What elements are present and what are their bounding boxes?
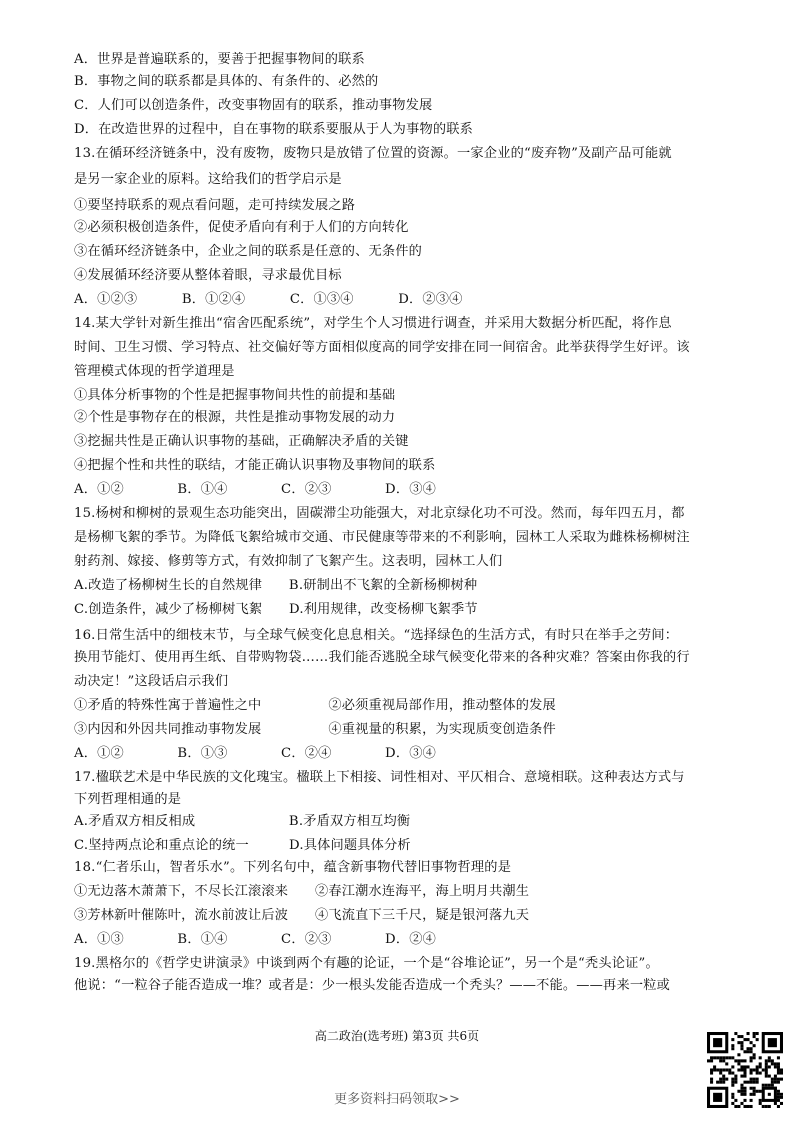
text-line: ①无边落木萧萧下，不尽长江滚滚来 ②春江潮水连海平，海上明月共潮生 [74,884,530,899]
text-line: 换用节能灯、使用再生纸、自带购物袋……我们能否逃脱全球气候变化带来的各种灾难？答案由你我的行 [74,650,690,665]
text-line: 17.楹联艺术是中华民族的文化瑰宝。楹联上下相接、词性相对、平仄相合、意境相联。这种表达方式与 [74,770,685,785]
text-line: 16.日常生活中的细枝末节，与全球气候变化息息相关。“选择绿色的生活方式，有时只在举手之劳间： [74,628,679,643]
text-line: A．①② B．①③ C．②④ D．③④ [74,746,436,761]
text-line: A．世界是普遍联系的，要善于把握事物间的联系 [74,52,365,67]
text-line: C．人们可以创造条件，改变事物固有的联系，推动事物发展 [74,98,433,113]
text-line: A．①② B．①④ C．②③ D．③④ [74,482,436,497]
text-line: A．①②③ B．①②④ C．①③④ D．②③④ [74,292,463,307]
text-line: A．①③ B．①④ C．②③ D．②④ [74,932,436,947]
text-line: 14.某大学针对新生推出“宿舍匹配系统”，对学生个人习惯进行调查，并采用大数据分析匹配，将作息 [74,316,672,331]
text-line: ①矛盾的特殊性寓于普遍性之中 ②必须重视局部作用，推动整体的发展 [74,698,556,713]
text-line: 是杨柳飞絮的季节。为降低飞絮给城市交通、市民健康等带来的不利影响，园林工人采取为雌株杨柳树注 [74,530,690,545]
text-line: ③芳林新叶催陈叶，流水前波让后波 ④飞流直下三千尺，疑是银河落九天 [74,908,530,923]
text-line: ②个性是事物存在的根源，共性是推动事物发展的动力 [74,410,396,425]
text-line: C.坚持两点论和重点论的统一 D.具体问题具体分析 [74,838,411,853]
text-line: 是另一家企业的原料。这给我们的哲学启示是 [74,172,342,187]
text-line: ③挖掘共性是正确认识事物的基础，正确解决矛盾的关键 [74,434,409,449]
text-line: 管理模式体现的哲学道理是 [74,364,235,379]
page-footer: 高二政治(选考班) 第3页 共6页 [314,1029,480,1043]
text-line: A.矛盾双方相反相成 B.矛盾双方相互均衡 [74,814,411,829]
text-line: 18.“仁者乐山，智者乐水”。下列名句中，蕴含新事物代替旧事物哲理的是 [74,860,512,875]
text-line: ③在循环经济链条中，企业之间的联系是任意的、无条件的 [74,244,423,259]
text-line: 时间、卫生习惯、学习特点、社交偏好等方面相似度高的同学安排在同一间宿舍。此举获得学生好评。该 [74,340,690,355]
text-line: ④发展循环经济要从整体着眼，寻求最优目标 [74,268,342,283]
text-line: 19.黑格尔的《哲学史讲演录》中谈到两个有趣的论证，一个是“谷堆论证”，另一个是“秃头论证”。 [74,956,659,971]
text-line: C.创造条件，减少了杨柳树飞絮 D.利用规律，改变杨柳飞絮季节 [74,602,478,617]
text-line: 13.在循环经济链条中，没有废物，废物只是放错了位置的资源。一家企业的“废弃物”及副产品可能就 [74,146,672,161]
text-line: 射药剂、嫁接、修剪等方式，有效抑制了飞絮产生。这表明，园林工人们 [74,554,503,569]
text-line: ①具体分析事物的个性是把握事物间共性的前提和基础 [74,388,396,403]
text-line: 他说：“一粒谷子能否造成一堆？或者是：少一根头发能否造成一个秃头？——不能。——再来一粒或 [74,978,670,993]
qr-code-icon[interactable] [707,1032,783,1108]
more-resources-link[interactable]: 更多资料扫码领取>> [334,1092,460,1107]
text-line: ②必须积极创造条件，促使矛盾向有利于人们的方向转化 [74,220,409,235]
text-line: ①要坚持联系的观点看问题，走可持续发展之路 [74,198,356,213]
text-line: A.改造了杨柳树生长的自然规律 B.研制出不飞絮的全新杨柳树种 [74,578,478,593]
text-line: ④把握个性和共性的联结，才能正确认识事物及事物间的联系 [74,458,436,473]
text-line: ③内因和外因共同推动事物发展 ④重视量的积累，为实现质变创造条件 [74,722,556,737]
text-line: D．在改造世界的过程中，自在事物的联系要服从于人为事物的联系 [74,122,474,137]
text-line: 15.杨树和柳树的景观生态功能突出，固碳滞尘功能强大，对北京绿化功不可没。然而，每年四五月，都 [74,506,685,521]
text-line: 下列哲理相通的是 [74,792,182,807]
text-line: B．事物之间的联系都是具体的、有条件的、必然的 [74,74,379,89]
text-line: 动决定！”这段话启示我们 [74,674,229,689]
